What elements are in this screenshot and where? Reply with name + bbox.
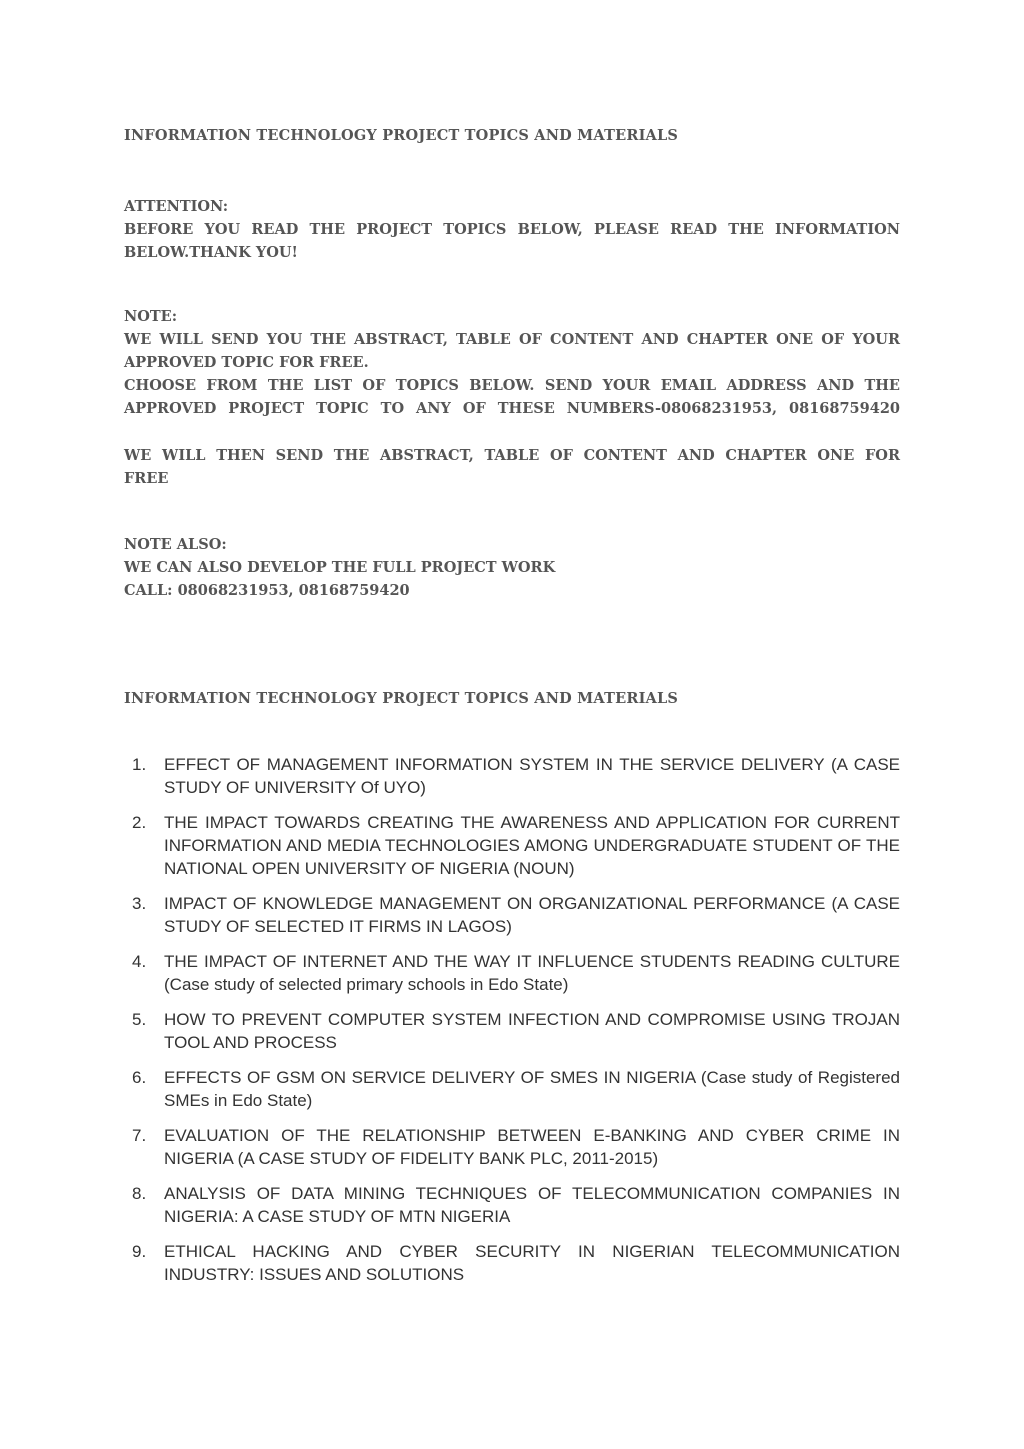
- attention-line-2: BELOW.THANK YOU!: [124, 244, 298, 261]
- list-item: [124, 1124, 900, 1170]
- list-item-text: THE IMPACT TOWARDS CREATING THE AWARENESS AND APPLICATION FOR CURRENT INFORMATION AND MEDIA TECHNOLOGIES AMONG UNDERGRADUATE STUDENT OF THE NATIONAL OPEN UNIVERSITY OF NIGERIA (NOUN): [164, 813, 900, 878]
- list-item-text: EFFECT OF MANAGEMENT INFORMATION SYSTEM IN THE SERVICE DELIVERY (A CASE STUDY OF UNIVERSITY Of UYO): [164, 755, 900, 797]
- note-followup-block: [124, 444, 900, 490]
- list-item: [124, 950, 900, 996]
- note-also-line-2: CALL: 08068231953, 08168759420: [124, 582, 410, 599]
- list-item: [124, 1182, 900, 1228]
- list-item: [124, 1008, 900, 1054]
- attention-label: ATTENTION:: [124, 198, 229, 215]
- page-title: INFORMATION TECHNOLOGY PROJECT TOPICS AND MATERIALS: [124, 127, 679, 144]
- list-item: [124, 753, 900, 799]
- list-item-number: 1.: [132, 755, 147, 774]
- list-item: [124, 1066, 900, 1112]
- note-line-3: CHOOSE FROM THE LIST OF TOPICS BELOW. SEND YOUR EMAIL ADDRESS AND THE: [124, 377, 900, 394]
- list-item-number: 5.: [132, 1010, 147, 1029]
- list-heading: INFORMATION TECHNOLOGY PROJECT TOPICS AND MATERIALS: [124, 690, 679, 707]
- note-also-line-1: WE CAN ALSO DEVELOP THE FULL PROJECT WORK: [124, 559, 556, 576]
- list-item-number: 2.: [132, 813, 147, 832]
- list-item-number: 8.: [132, 1184, 147, 1203]
- list-item: [124, 1240, 900, 1286]
- list-item-number: 7.: [132, 1126, 147, 1145]
- list-item-text: HOW TO PREVENT COMPUTER SYSTEM INFECTION AND COMPROMISE USING TROJAN TOOL AND PROCESS: [164, 1010, 900, 1052]
- list-item: [124, 811, 900, 880]
- note-line-2: APPROVED TOPIC FOR FREE.: [124, 354, 369, 371]
- attention-line-1: BEFORE YOU READ THE PROJECT TOPICS BELOW, PLEASE READ THE INFORMATION: [124, 221, 900, 238]
- list-item-number: 4.: [132, 952, 147, 971]
- note-block: [124, 305, 900, 420]
- note-line-1: WE WILL SEND YOU THE ABSTRACT, TABLE OF CONTENT AND CHAPTER ONE OF YOUR: [124, 331, 900, 348]
- list-item-text: ETHICAL HACKING AND CYBER SECURITY IN NIGERIAN TELECOMMUNICATION INDUSTRY: ISSUES AND SOLUTIONS: [164, 1242, 900, 1284]
- note-also-block: [124, 533, 900, 602]
- note-line-4: APPROVED PROJECT TOPIC TO ANY OF THESE NUMBERS-08068231953, 08168759420: [124, 400, 900, 417]
- list-item-number: 6.: [132, 1068, 147, 1087]
- topic-list: [124, 753, 900, 1298]
- list-item-text: ANALYSIS OF DATA MINING TECHNIQUES OF TELECOMMUNICATION COMPANIES IN NIGERIA: A CASE STUDY OF MTN NIGERIA: [164, 1184, 900, 1226]
- list-item-text: EVALUATION OF THE RELATIONSHIP BETWEEN E-BANKING AND CYBER CRIME IN NIGERIA (A CASE STUDY OF FIDELITY BANK PLC, 2011-2015): [164, 1126, 900, 1168]
- attention-block: [124, 195, 900, 264]
- list-item-text: IMPACT OF KNOWLEDGE MANAGEMENT ON ORGANIZATIONAL PERFORMANCE (A CASE STUDY OF SELECTED IT FIRMS IN LAGOS): [164, 894, 900, 936]
- list-item: [124, 892, 900, 938]
- note-followup-line-2: FREE: [124, 470, 169, 487]
- note-followup-line-1: WE WILL THEN SEND THE ABSTRACT, TABLE OF CONTENT AND CHAPTER ONE FOR: [124, 447, 900, 464]
- list-item-number: 9.: [132, 1242, 147, 1261]
- note-label: NOTE:: [124, 308, 178, 325]
- list-item-text: EFFECTS OF GSM ON SERVICE DELIVERY OF SMES IN NIGERIA (Case study of Registered SMEs in Edo State): [164, 1068, 900, 1110]
- list-item-text: THE IMPACT OF INTERNET AND THE WAY IT INFLUENCE STUDENTS READING CULTURE (Case study of selected primary schools in Edo State): [164, 952, 900, 994]
- note-also-label: NOTE ALSO:: [124, 536, 227, 553]
- list-item-number: 3.: [132, 894, 147, 913]
